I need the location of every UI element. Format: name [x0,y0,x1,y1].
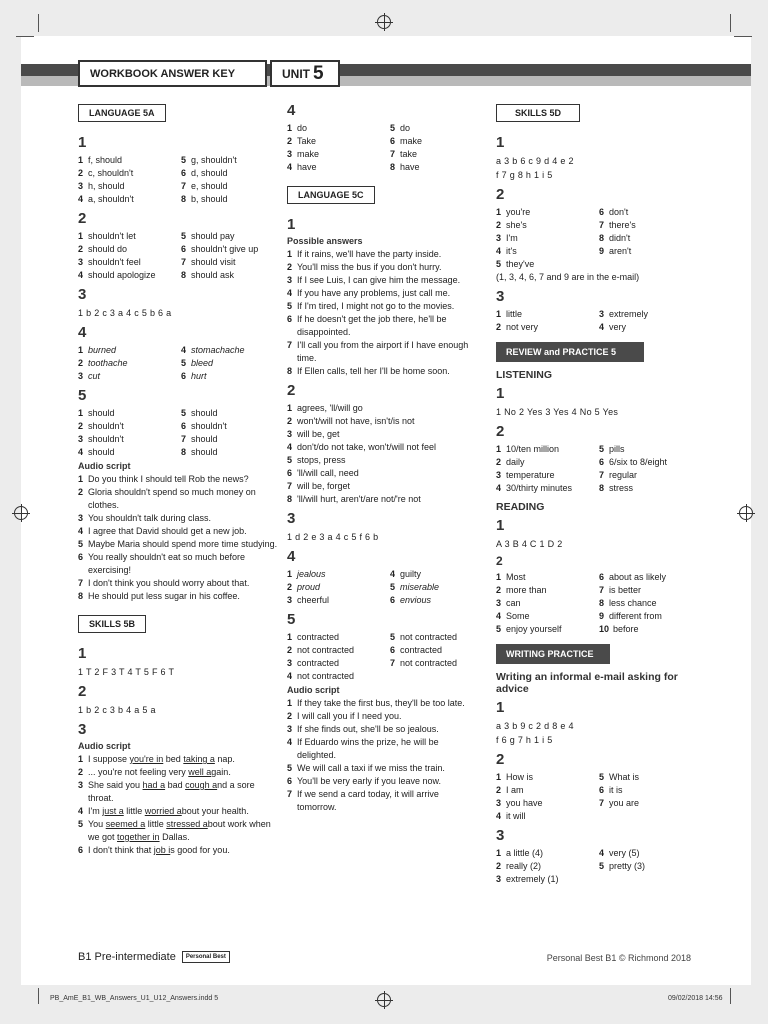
list-item: 2 I am [496,785,524,795]
list-item: 6 You'll be very early if you leave now. [287,776,441,786]
list-item: 4 If Eduardo wins the prize, he will be delighted. [287,737,439,760]
registration-mark-icon [377,15,391,29]
list-item: 7 I'll call you from the airport if I have enough time. [287,340,469,363]
audio-script-label: Audio script [78,741,131,751]
list-item: 5 should [181,408,218,418]
list-item: 9 aren't [599,246,632,256]
exercise-number: 1 [287,216,296,233]
exercise-number: 2 [496,186,505,203]
exercise-number: 1 [496,517,505,534]
list-item: 8 less chance [599,598,657,608]
list-item: 8 should ask [181,270,235,280]
list-item: 2 c, shouldn't [78,168,134,178]
list-item: 2 proud [287,582,321,592]
list-item: 4 very [599,322,627,332]
list-item: 1 shouldn't let [78,231,136,241]
list-item: 7 If we send a card today, it will arrive tomorrow. [287,789,439,812]
crop-mark [734,36,752,37]
answer-grid [287,631,479,683]
list-item: 1 burned [78,345,117,355]
answer-line: A 3 B 4 C 1 D 2 [496,539,563,549]
list-item: 1 you're [496,207,531,217]
list-item: 6 'll/will call, need [287,468,359,478]
list-item: 3 temperature [496,470,555,480]
answer-line: f 6 g 7 h 1 i 5 [496,735,553,745]
exercise-number: 2 [78,683,87,700]
list-item: 6 don't [599,207,629,217]
section-heading: SKILLS 5D [496,104,580,122]
answer-grid [496,571,686,636]
list-item: 5 they've [496,259,535,269]
list-item: 5 Maybe Maria should spend more time studying. [78,539,278,549]
list-item: 3 cheerful [287,595,330,605]
header-title-box [78,60,267,87]
personal-best-logo: Personal Best [182,951,230,963]
answer-grid [496,771,686,823]
list-item: 4 very (5) [599,848,640,858]
list-item: 1 little [496,309,523,319]
list-item: 6 envious [390,595,432,605]
slug-date: 09/02/2018 14:56 [668,995,723,1002]
list-item: 3 you have [496,798,543,808]
list-item: 5 should pay [181,231,235,241]
list-item: 3 shouldn't [78,434,124,444]
list-item: 5 pretty (3) [599,861,646,871]
exercise-number: 5 [78,387,87,404]
list-item: 5 bleed [181,358,214,368]
exercise-number: 4 [287,548,296,565]
section-heading: SKILLS 5B [78,615,146,633]
list-item: 8 b, should [181,194,228,204]
section-heading-dark: WRITING PRACTICE [496,644,610,664]
list-item: 2 I will call you if I need you. [287,711,402,721]
answer-note: (1, 3, 4, 6, 7 and 9 are in the e-mail) [496,272,640,282]
list-item: 4 it's [496,246,517,256]
copyright: Personal Best B1 © Richmond 2018 [546,953,691,963]
answer-list [287,248,479,378]
list-item: 2 toothache [78,358,128,368]
list-item: 4 I agree that David should get a new job. [78,526,247,536]
list-item: 8 stress [599,483,634,493]
list-item: 3 I'm [496,233,518,243]
audio-script-list [78,473,278,603]
list-item: 3 If she finds out, she'll be so jealous. [287,724,439,734]
list-item: 2 should do [78,244,128,254]
list-item: 6 If he doesn't get the job there, he'll be disappointed. [287,314,447,337]
list-item: 1 contracted [287,632,340,642]
answer-line: a 3 b 6 c 9 d 4 e 2 [496,156,574,166]
list-item: 2 Take [287,136,317,146]
answer-grid [287,568,479,607]
list-item: 5 If I'm tired, I might not go to the movies. [287,301,455,311]
column-left [78,104,278,857]
answer-grid [496,206,686,258]
exercise-number: 2 [78,210,87,227]
list-item: 7 there's [599,220,636,230]
list-item: 7 regular [599,470,638,480]
answer-line: 1 d 2 e 3 a 4 c 5 f 6 b [287,532,379,542]
list-item: 1 10/ten million [496,444,560,454]
list-item: 6 d, should [181,168,228,178]
crop-mark [730,14,731,32]
exercise-number: 5 [287,611,296,628]
list-item: 10 before [599,624,639,634]
list-item: 5 miserable [390,582,440,592]
crop-mark [730,988,731,1004]
list-item: 5 do [390,123,411,133]
list-item: 1 a little (4) [496,848,544,858]
list-item: 6 6/six to 8/eight [599,457,668,467]
list-item: 6 make [390,136,423,146]
column-right [496,104,686,886]
answer-grid [496,308,686,334]
exercise-number: 3 [496,288,505,305]
list-item: 3 shouldn't feel [78,257,141,267]
answer-grid [78,407,278,459]
list-item: 9 different from [599,611,662,621]
answer-list [287,402,479,506]
exercise-number: 3 [78,721,87,738]
list-item: 4 should [78,447,115,457]
list-item: 1 do [287,123,308,133]
list-item: 3 h, should [78,181,125,191]
list-item: 1 Most [496,572,526,582]
list-item: 5 enjoy yourself [496,624,562,634]
list-item: 6 hurt [181,371,207,381]
possible-answers-label: Possible answers [287,236,363,246]
list-item: 2 not contracted [287,645,355,655]
unit-box [270,60,340,87]
exercise-number: 3 [496,827,505,844]
list-item: 5 not contracted [390,632,458,642]
list-item: 7 will be, forget [287,481,351,491]
list-item: 7 take [390,149,418,159]
answer-line: f 7 g 8 h 1 i 5 [496,170,553,180]
list-item: 5 What is [599,772,640,782]
list-item: 7 I don't think you should worry about that. [78,578,250,588]
list-item: 7 e, should [181,181,228,191]
list-item: 2 not very [496,322,539,332]
list-item: 4 guilty [390,569,422,579]
crop-mark [38,988,39,1004]
registration-mark-icon [377,993,391,1007]
answer-line: 1 No 2 Yes 3 Yes 4 No 5 Yes [496,407,619,417]
list-item: 3 extremely [599,309,649,319]
page-title: WORKBOOK ANSWER KEY [90,67,236,80]
answer-line: 1 b 2 c 3 a 4 c 5 b 6 a [78,308,172,318]
list-item: 2 she's [496,220,527,230]
list-item: 3 She said you had a bad cough and a sore throat. [78,780,255,803]
list-item: 2 Gloria shouldn't spend so much money on clothes. [78,487,256,510]
crop-mark [16,36,34,37]
answer-grid [78,344,278,383]
list-item: 4 I'm just a little worried about your health. [78,806,249,816]
answer-grid [496,847,686,886]
exercise-number: 1 [78,645,87,662]
list-item: 8 If Ellen calls, tell her I'll be home soon. [287,366,450,376]
list-item: 7 should visit [181,257,236,267]
list-item: 6 about as likely [599,572,667,582]
list-item: 8 have [390,162,420,172]
list-item: 6 it is [599,785,623,795]
subsection-heading: LISTENING [496,369,553,381]
column-middle [287,102,479,814]
section-heading: LANGUAGE 5C [287,186,375,204]
list-item: 4 don't/do not take, won't/will not feel [287,442,437,452]
list-item: 8 should [181,447,218,457]
answer-grid [496,443,686,495]
slug-file: PB_AmE_B1_WB_Answers_U1_U12_Answers.indd 5 [50,995,219,1002]
list-item: 4 a, shouldn't [78,194,134,204]
list-item: 2 won't/will not have, isn't/is not [287,416,415,426]
registration-mark-icon [739,506,753,520]
list-item: 1 should [78,408,115,418]
list-item: 8 didn't [599,233,631,243]
list-item: 4 stomachache [181,345,245,355]
exercise-number: 2 [496,423,505,440]
exercise-number: 4 [287,102,296,119]
list-item: 5 stops, press [287,455,346,465]
list-item: 5 pills [599,444,625,454]
exercise-number: 2 [496,751,505,768]
list-item: 2 You'll miss the bus if you don't hurry. [287,262,442,272]
list-item: 3 cut [78,371,101,381]
answer-line: a 3 b 9 c 2 d 8 e 4 [496,721,574,731]
list-item: 2 more than [496,585,547,595]
list-item: 4 it will [496,811,526,821]
footer-level [78,951,230,963]
subsection-heading: READING [496,501,545,513]
crop-mark [38,14,39,32]
list-item: 1 Do you think I should tell Rob the news? [78,474,249,484]
registration-mark-icon [14,506,28,520]
exercise-number: 1 [496,385,505,402]
exercise-number: 1 [496,699,505,716]
list-item: 8 'll/will hurt, aren't/are not/'re not [287,494,421,504]
audio-script-list [287,697,479,814]
list-item: 3 If I see Luis, I can give him the message. [287,275,461,285]
list-item: 3 You shouldn't talk during class. [78,513,211,523]
exercise-number: 3 [287,510,296,527]
audio-script-label: Audio script [287,685,340,695]
list-item: 6 shouldn't give up [181,244,259,254]
list-item: 1 If it rains, we'll have the party inside. [287,249,442,259]
list-item: 7 not contracted [390,658,458,668]
list-item: 3 extremely (1) [496,874,559,884]
list-item: 2 ... you're not feeling very well again. [78,767,231,777]
exercise-number: 3 [78,286,87,303]
unit-label: UNIT [282,66,310,81]
answer-grid [78,230,278,282]
list-item: 8 He should put less sugar in his coffee. [78,591,240,601]
subsection-heading: Writing an informal e-mail asking for advice [496,671,678,695]
list-item: 7 you are [599,798,640,808]
answer-line: 1 b 2 c 3 b 4 a 5 a [78,705,156,715]
list-item: 7 is better [599,585,642,595]
list-item: 6 You really shouldn't eat so much before exercising! [78,552,245,575]
list-item: 5 g, shouldn't [181,155,237,165]
list-item: 1 I suppose you're in bed taking a nap. [78,754,235,764]
list-item: 5 You seemed a little stressed about work when we got together in Dallas. [78,819,271,842]
list-item: 4 have [287,162,317,172]
exercise-number: 2 [287,382,296,399]
answer-grid [287,122,479,174]
list-item: 1 jealous [287,569,326,579]
list-item: 4 30/thirty minutes [496,483,573,493]
list-item: 7 should [181,434,218,444]
list-item: 2 really (2) [496,861,542,871]
unit-number: 5 [313,62,324,84]
exercise-number: 2 [496,554,503,568]
answer-grid [78,154,278,206]
list-item: 3 contracted [287,658,340,668]
list-item: 6 shouldn't [181,421,227,431]
list-item: 4 should apologize [78,270,156,280]
exercise-number: 1 [496,134,505,151]
exercise-number: 4 [78,324,87,341]
list-item: 2 shouldn't [78,421,124,431]
list-item: 6 contracted [390,645,443,655]
list-item: 6 I don't think that job is good for you. [78,845,230,855]
list-item: 3 make [287,149,320,159]
list-item: 5 We will call a taxi if we miss the train. [287,763,445,773]
list-item: 2 daily [496,457,525,467]
list-item: 1 How is [496,772,534,782]
answer-line: 1 T 2 F 3 T 4 T 5 F 6 T [78,667,175,677]
list-item: 4 If you have any problems, just call me. [287,288,451,298]
list-item: 1 agrees, 'll/will go [287,403,363,413]
list-item: 3 can [496,598,521,608]
list-item: 4 Some [496,611,530,621]
list-item: 1 If they take the first bus, they'll be too late. [287,698,465,708]
list-item: 4 not contracted [287,671,355,681]
level-label: B1 Pre-intermediate [78,951,176,963]
list-item: 1 f, should [78,155,123,165]
section-heading: LANGUAGE 5A [78,104,166,122]
list-item: 3 will be, get [287,429,340,439]
audio-script-label: Audio script [78,461,131,471]
exercise-number: 1 [78,134,87,151]
section-heading-dark: REVIEW and PRACTICE 5 [496,342,644,362]
